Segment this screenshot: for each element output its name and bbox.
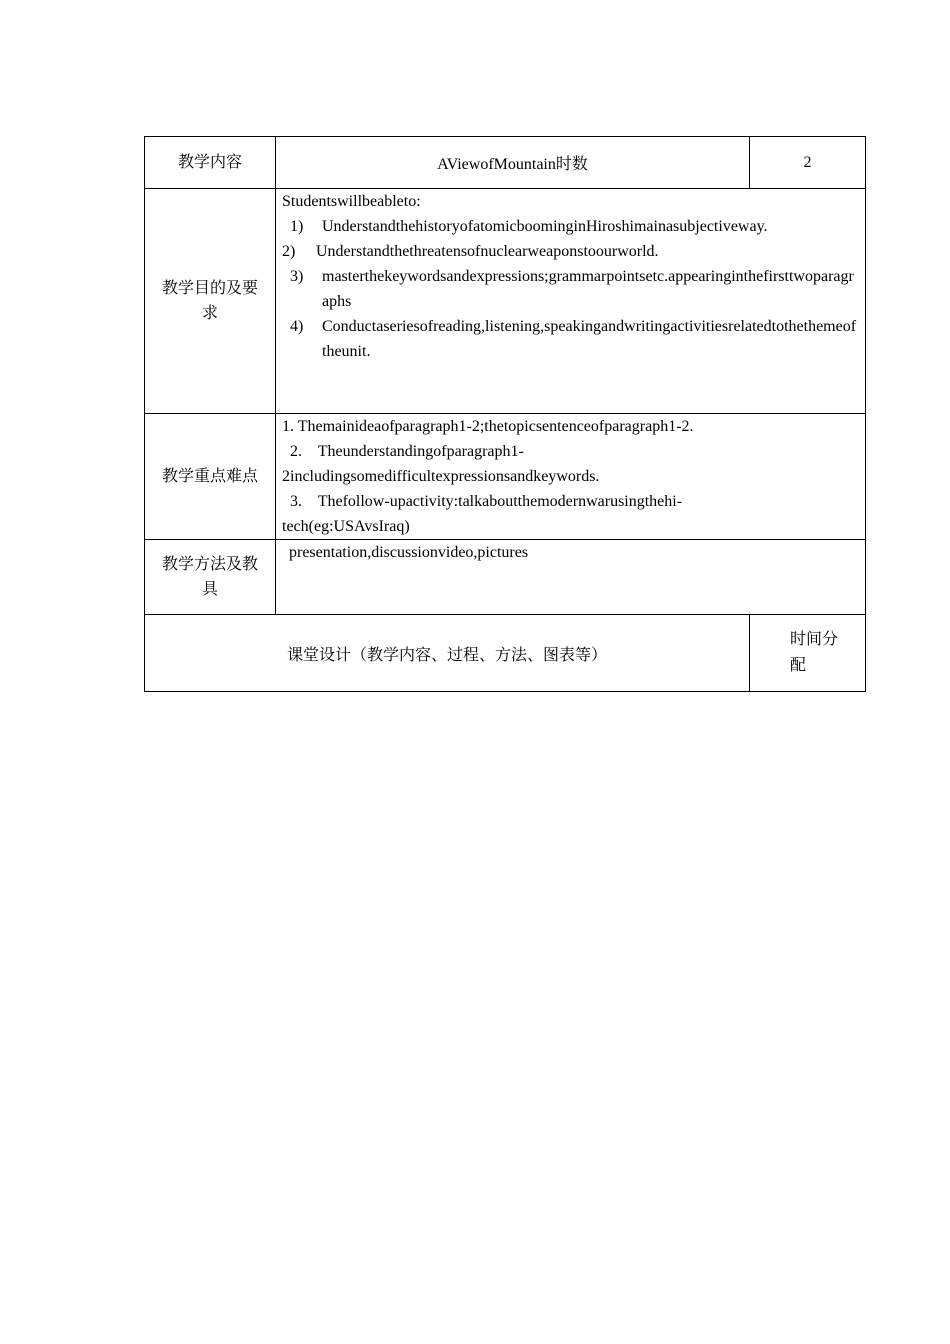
objective-text: Conductaseriesofreading,listening,speakingandwritingactivitiesrelatedtothethemeoftheunit. xyxy=(322,318,857,360)
objective-number: 4) xyxy=(290,318,304,335)
lesson-title-cell xyxy=(276,137,750,189)
objective-item xyxy=(282,264,859,314)
key-point-line: 1. Themainideaofparagraph1-2;thetopicsentenceofparagraph1-2. xyxy=(282,418,694,435)
objective-item xyxy=(282,214,859,239)
key-point-line: tech(eg:USAvsIraq) xyxy=(282,518,410,535)
row-key-points xyxy=(145,414,866,540)
label-key-points: 教学重点难点 xyxy=(145,414,276,540)
label-methods-line2: 具 xyxy=(201,581,218,598)
objective-text: Understandthethreatensofnuclearweaponstoourworld. xyxy=(316,243,659,260)
key-point-line: 3. Thefollow-upactivity:talkaboutthemodernwarusingthehi- xyxy=(290,493,683,510)
objective-number: 3) xyxy=(290,268,304,285)
lesson-plan-table xyxy=(144,136,866,692)
class-design-label: 课堂设计（教学内容、过程、方法、图表等） xyxy=(145,615,750,692)
row-objectives xyxy=(145,189,866,414)
label-methods-line1: 教学方法及教 xyxy=(161,556,258,573)
objective-item xyxy=(282,239,859,264)
lesson-title: AViewofMountain xyxy=(437,156,556,173)
hours-value: 2 xyxy=(750,137,866,189)
label-objectives-line2: 求 xyxy=(201,305,218,322)
row-class-design xyxy=(145,615,866,692)
key-point-line: 2includingsomedifficultexpressionsandkeywords. xyxy=(282,468,600,485)
methods-content: presentation,discussionvideo,pictures xyxy=(276,540,866,615)
hours-label: 时数 xyxy=(555,156,588,173)
time-allocation-label xyxy=(750,615,866,692)
label-objectives xyxy=(145,189,276,414)
objectives-intro: Studentswillbeableto: xyxy=(282,193,421,210)
key-points-content xyxy=(276,414,866,540)
label-methods xyxy=(145,540,276,615)
time-allocation-line1: 时间分 xyxy=(790,631,839,648)
objective-item xyxy=(282,314,859,364)
key-point-line: 2. Theunderstandingofparagraph1- xyxy=(290,443,524,460)
objective-number: 2) xyxy=(282,243,296,260)
time-allocation-line2: 配 xyxy=(790,657,807,674)
objectives-content xyxy=(276,189,866,414)
objective-text: UnderstandthehistoryofatomicboominginHiroshimainasubjectiveway. xyxy=(322,218,768,235)
objective-text: masterthekeywordsandexpressions;grammarpointsetc.appearinginthefirsttwoparagraphs xyxy=(322,268,854,310)
objective-number: 1) xyxy=(290,218,304,235)
label-teaching-content: 教学内容 xyxy=(145,137,276,189)
label-objectives-line1: 教学目的及要 xyxy=(161,280,258,297)
row-methods xyxy=(145,540,866,615)
row-teaching-content xyxy=(145,137,866,189)
